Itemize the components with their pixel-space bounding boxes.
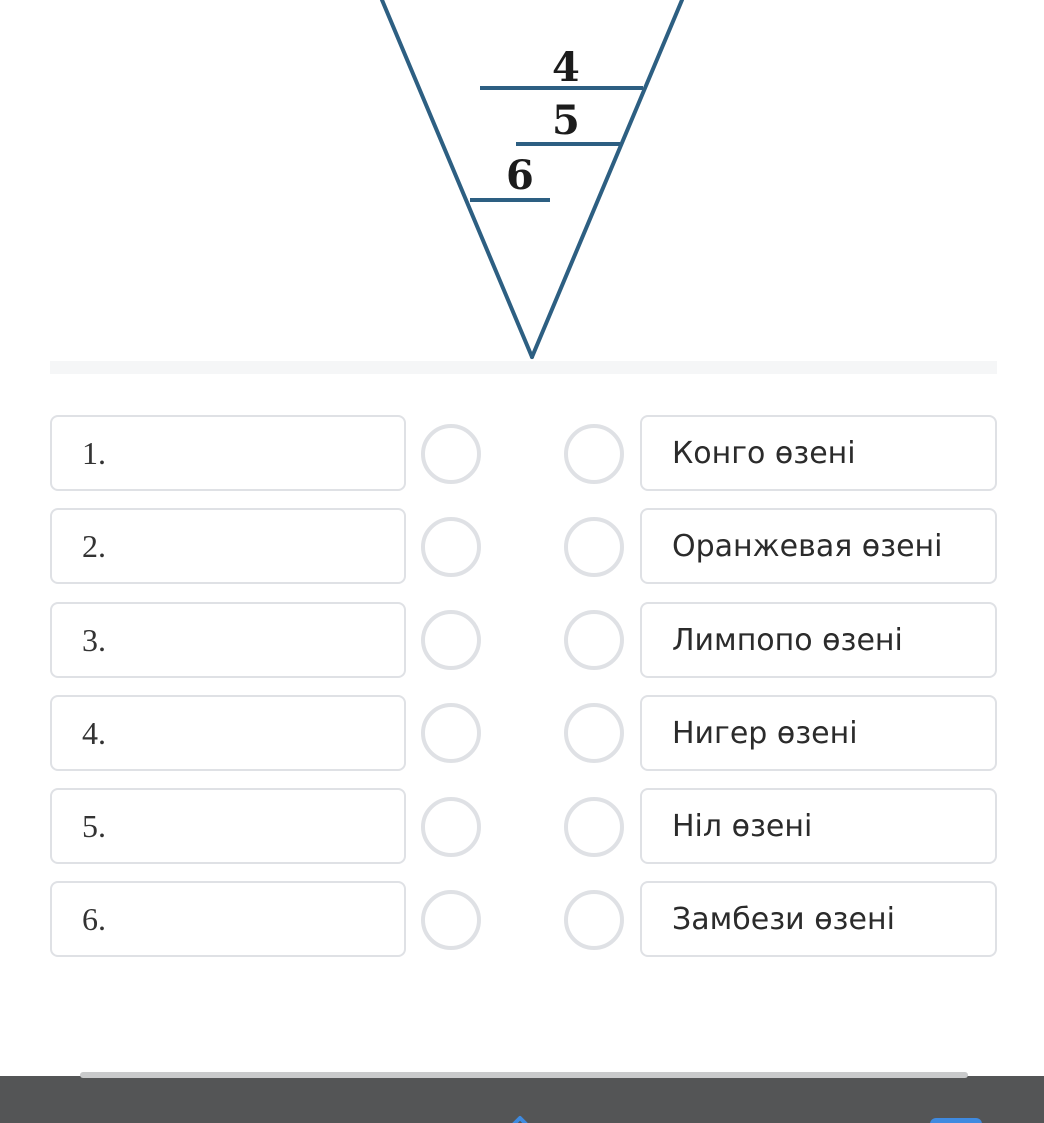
- left-option-2[interactable]: [50, 508, 406, 584]
- keyboard-toggle-icon[interactable]: [930, 1118, 982, 1123]
- bottom-toolbar: [0, 1076, 1044, 1123]
- left-option-label: 5.: [82, 807, 106, 844]
- right-connector-4[interactable]: [564, 703, 624, 763]
- left-option-3[interactable]: [50, 602, 406, 678]
- scroll-indicator[interactable]: [80, 1072, 968, 1078]
- right-connector-3[interactable]: [564, 610, 624, 670]
- left-connector-3[interactable]: [421, 610, 481, 670]
- left-option-label: 2.: [82, 527, 106, 564]
- right-option-label: Конго өзені: [672, 435, 856, 471]
- right-option-3[interactable]: [640, 602, 997, 678]
- left-connector-5[interactable]: [421, 797, 481, 857]
- left-option-4[interactable]: [50, 695, 406, 771]
- left-option-label: 3.: [82, 621, 106, 658]
- left-connector-1[interactable]: [421, 424, 481, 484]
- right-connector-1[interactable]: [564, 424, 624, 484]
- right-connector-6[interactable]: [564, 890, 624, 950]
- left-connector-4[interactable]: [421, 703, 481, 763]
- left-option-6[interactable]: [50, 881, 406, 957]
- left-option-label: 6.: [82, 900, 106, 937]
- right-connector-5[interactable]: [564, 797, 624, 857]
- figure-label-4: 4: [552, 44, 580, 91]
- up-arrow-icon[interactable]: [510, 1114, 530, 1123]
- right-option-6[interactable]: [640, 881, 997, 957]
- figure-label-6: 6: [506, 152, 534, 199]
- figure-label-5: 5: [552, 97, 580, 144]
- left-connector-2[interactable]: [421, 517, 481, 577]
- left-option-label: 4.: [82, 714, 106, 751]
- left-option-1[interactable]: [50, 415, 406, 491]
- right-option-5[interactable]: [640, 788, 997, 864]
- right-connector-2[interactable]: [564, 517, 624, 577]
- right-option-label: Замбези өзені: [672, 901, 895, 937]
- right-option-1[interactable]: [640, 415, 997, 491]
- left-option-label: 1.: [82, 434, 106, 471]
- right-option-2[interactable]: [640, 508, 997, 584]
- left-option-5[interactable]: [50, 788, 406, 864]
- left-connector-6[interactable]: [421, 890, 481, 950]
- section-divider: [50, 361, 997, 374]
- right-option-label: Оранжевая өзені: [672, 528, 943, 564]
- right-option-label: Ніл өзені: [672, 808, 813, 844]
- right-option-4[interactable]: [640, 695, 997, 771]
- figure-diagram: [0, 0, 1044, 370]
- right-option-label: Лимпопо өзені: [672, 622, 903, 658]
- right-option-label: Нигер өзені: [672, 715, 858, 751]
